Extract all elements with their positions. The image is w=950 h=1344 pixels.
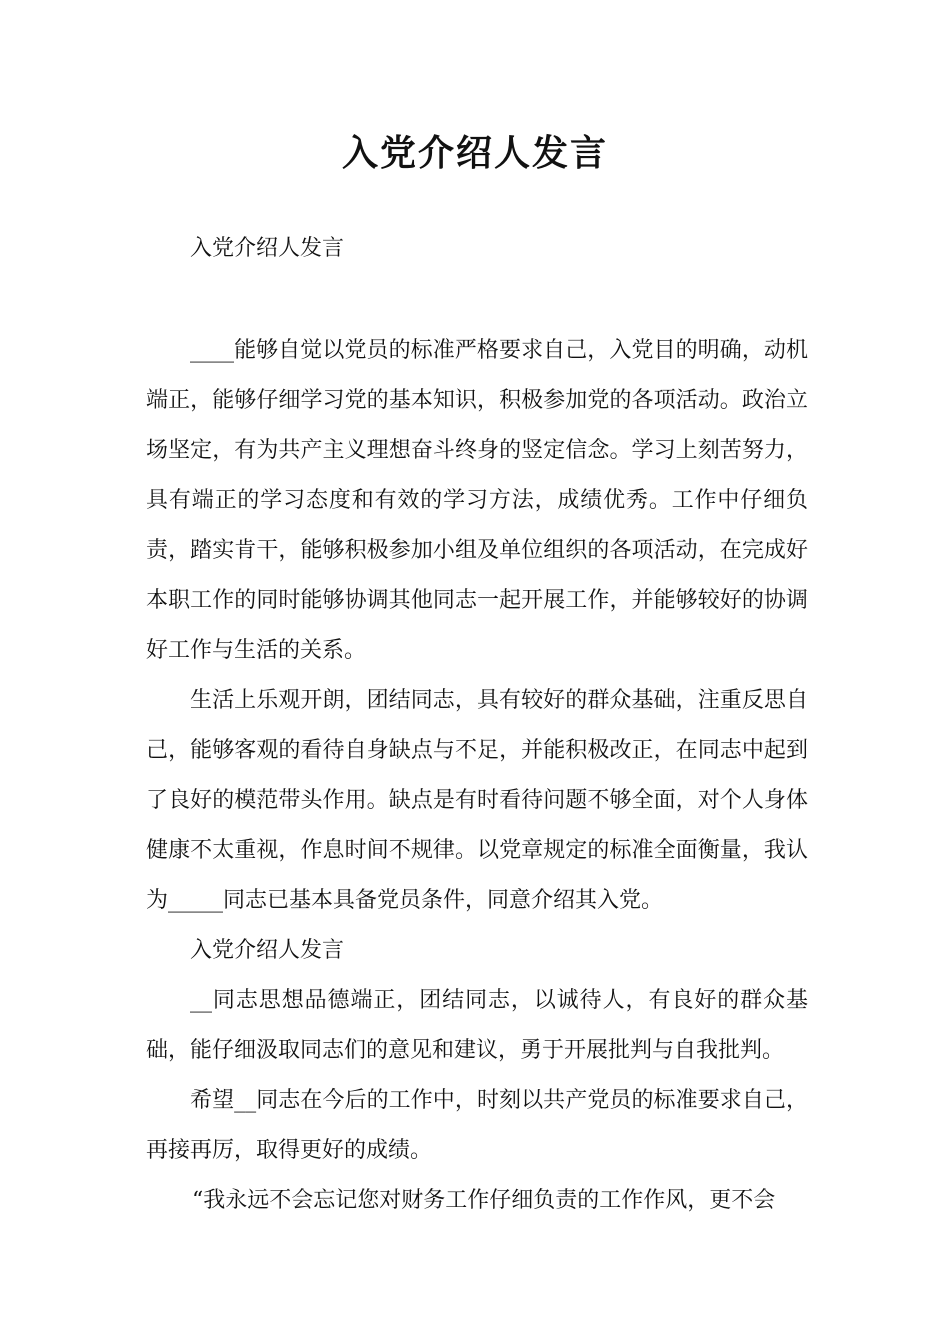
section-heading: 入党介绍人发言 <box>190 236 345 261</box>
document-body <box>146 224 808 1226</box>
paragraph: 希望__同志在今后的工作中，时刻以共产党员的标准要求自己，再接再厉，取得更好的成绩。 <box>146 1088 808 1163</box>
paragraph: ____能够自觉以党员的标准严格要求自己，入党目的明确，动机端正，能够仔细学习党的基本知识，积极参加党的各项活动。政治立场坚定，有为共产主义理想奋斗终身的竖定信念。学习上刻苦努力，具有端正的学习态度和有效的学习方法，成绩优秀。工作中仔细负责，踏实肯干，能够积极参加小组及单位组织的各项活动，在完成好本职工作的同时能够协调其他同志一起开展工作，并能够较好的协调好工作与生活的关系。 <box>146 338 808 663</box>
paragraph: __同志思想品德端正，团结同志，以诚待人，有良好的群众基础，能仔细汲取同志们的意见和建议，勇于开展批判与自我批判。 <box>146 988 808 1063</box>
document-title: 入党介绍人发言 <box>341 132 608 174</box>
section-heading: 入党介绍人发言 <box>190 938 345 963</box>
paragraph: 生活上乐观开朗，团结同志，具有较好的群众基础，注重反思自己，能够客观的看待自身缺点与不足，并能积极改正，在同志中起到了良好的模范带头作用。缺点是有时看待问题不够全面，对个人身体健康不太重视，作息时间不规律。以党章规定的标准全面衡量，我认为_____同志已基本具备党员条件，同意介绍其入党。 <box>146 688 808 913</box>
quote-paragraph: “我永远不会忘记您对财务工作仔细负责的工作作风，更不会 <box>192 1188 776 1213</box>
